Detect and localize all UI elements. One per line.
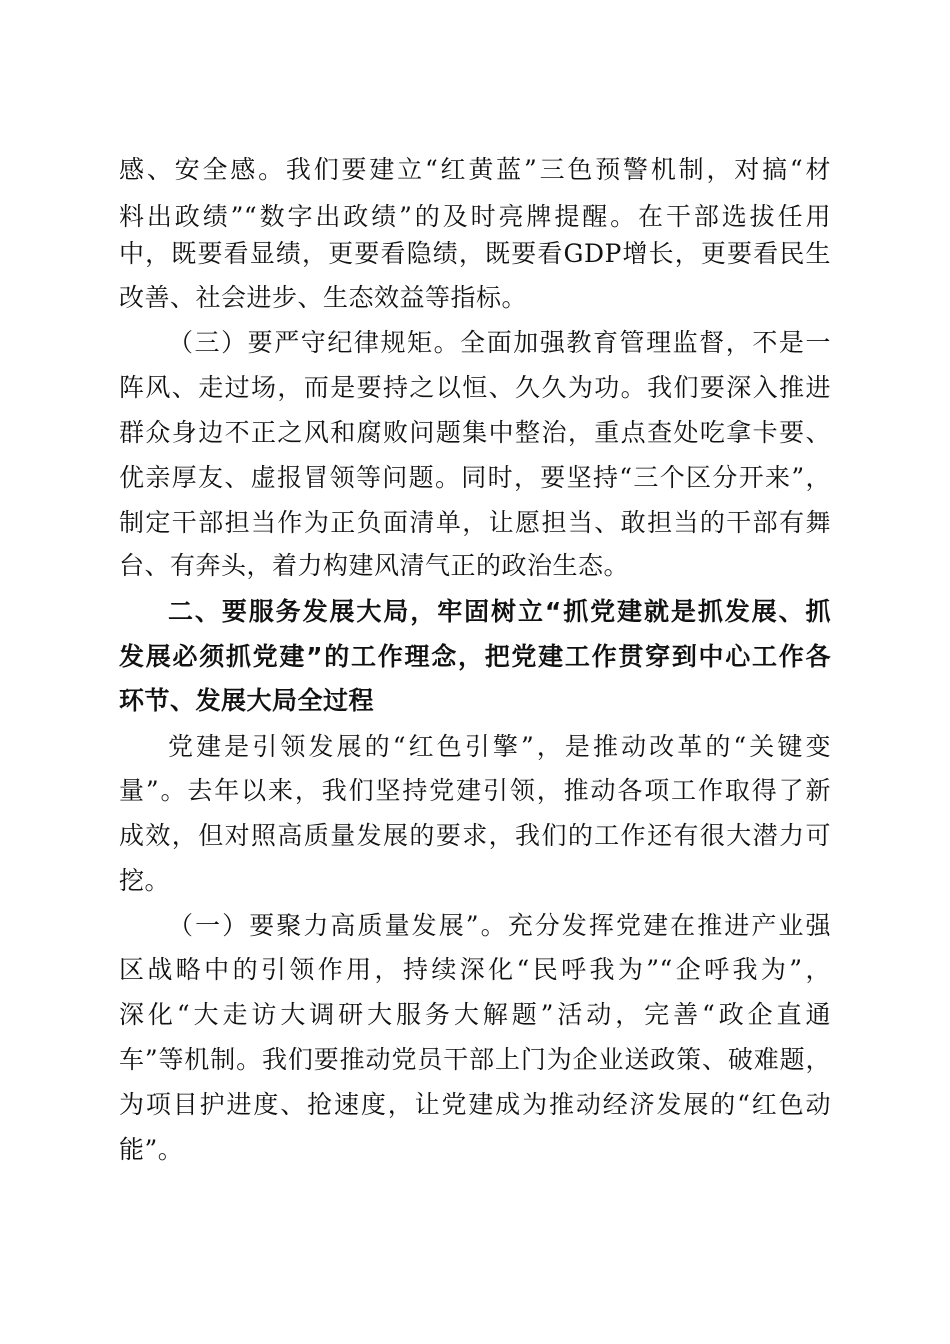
text-line: 台、有奔头，着力构建风清气正的政治生态。 xyxy=(119,551,630,580)
text-line: 优亲厚友、虚报冒领等问题。同时，要坚持“三个区分开来”， xyxy=(119,463,831,492)
text-line: 挖。 xyxy=(119,866,171,895)
section-heading-2: 发展必须抓党建”的工作理念，把党建工作贯穿到中心工作各 xyxy=(119,642,831,671)
paragraph-heading-1: （一）要聚力高质量发展”。充分发挥党建在推进产业强 xyxy=(168,911,831,940)
paragraph-heading-3: （三）要严守纪律规矩。全面加强教育管理监督，不是一 xyxy=(168,328,831,357)
text-line: 感、安全感。我们要建立“红黄蓝”三色预警机制，对搞“材 xyxy=(119,155,831,184)
section-heading-2: 环节、发展大局全过程 xyxy=(119,686,375,715)
text-line: 料出政绩”“数字出政绩”的及时亮牌提醒。在干部选拔任用 xyxy=(119,202,831,231)
text-line: 中，既要看显绩，更要看隐绩，既要看GDP增长，更要看民生 xyxy=(119,239,831,268)
text-line: 改善、社会进步、生态效益等指标。 xyxy=(119,283,528,312)
text-line: 制定干部担当作为正负面清单，让愿担当、敢担当的干部有舞 xyxy=(119,508,831,537)
section-heading-2: 二、要服务发展大局，牢固树立“抓党建就是抓发展、抓 xyxy=(168,597,831,626)
text-line: 为项目护进度、抢速度，让党建成为推动经济发展的“红色动 xyxy=(119,1090,831,1119)
text-line: 区战略中的引领作用，持续深化“民呼我为”“企呼我为”， xyxy=(119,955,831,984)
text-line: 车”等机制。我们要推动党员干部上门为企业送政策、破难题， xyxy=(119,1045,831,1074)
text-line: 群众身边不正之风和腐败问题集中整治，重点查处吃拿卡要、 xyxy=(119,418,831,447)
text-line: 党建是引领发展的“红色引擎”，是推动改革的“关键变 xyxy=(168,732,831,761)
text-line: 阵风、走过场，而是要持之以恒、久久为功。我们要深入推进 xyxy=(119,373,831,402)
text-line: 量”。去年以来，我们坚持党建引领，推动各项工作取得了新 xyxy=(119,776,831,805)
text-line: 深化“大走访大调研大服务大解题”活动，完善“政企直通 xyxy=(119,1000,831,1029)
text-line: 能”。 xyxy=(119,1135,184,1164)
text-line: 成效，但对照高质量发展的要求，我们的工作还有很大潜力可 xyxy=(119,821,831,850)
